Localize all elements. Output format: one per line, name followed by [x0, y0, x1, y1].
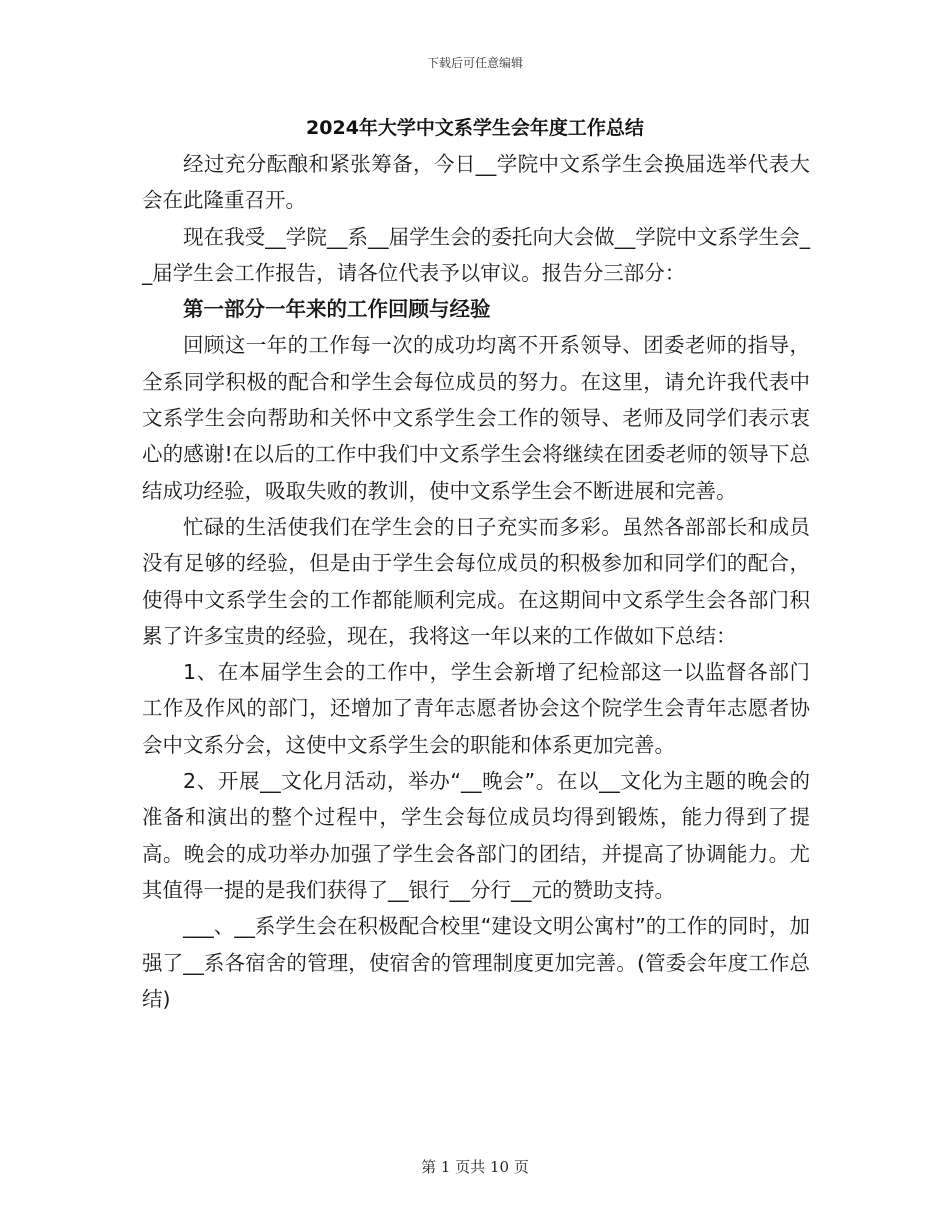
- document-body: [142, 146, 810, 1017]
- document-title: 2024年大学中文系学生会年度工作总结: [306, 117, 644, 139]
- paragraph: 忙碌的生活使我们在学生会的日子充实而多彩。虽然各部部长和成员没有足够的经验，但是由于学生会每位成员的积极参加和同学们的配合，使得中文系学生会的工作都能顺利完成。在这期间中文系学生会各部门积累了许多宝贵的经验，现在，我将这一年以来的工作做如下总结：: [142, 514, 810, 648]
- paragraph: 现在我受__学院__系__届学生会的委托向大会做__学院中文系学生会__届学生会工作报告，请各位代表予以审议。报告分三部分：: [142, 224, 810, 285]
- paragraph: 2、开展__文化月活动，举办“__晚会”。在以__文化为主题的晚会的准备和演出的整个过程中，学生会每位成员均得到锻炼，能力得到了提高。晚会的成功举办加强了学生会各部门的团结，并提高了协调能力。尤其值得一提的是我们获得了__银行__分行__元的赞助支持。: [142, 769, 810, 902]
- page-indicator: 第 1 页共 10 页: [421, 1158, 529, 1176]
- section-heading: 第一部分一年来的工作回顾与经验: [183, 297, 491, 322]
- paragraph: ___、__系学生会在积极配合校里“建设文明公寓村”的工作的同时，加强了__系各宿舍的管理，使宿舍的管理制度更加完善。(管委会年度工作总结): [142, 914, 810, 1011]
- paragraph: 经过充分酝酿和紧张筹备，今日__学院中文系学生会换届选举代表大会在此隆重召开。: [142, 152, 810, 213]
- download-note: 下载后可任意编辑: [426, 56, 523, 70]
- paragraph: 回顾这一年的工作每一次的成功均离不开系领导、团委老师的指导，全系同学积极的配合和学生会每位成员的努力。在这里，请允许我代表中文系学生会向帮助和关怀中文系学生会工作的领导、老师及同学们表示衷心的感谢!在以后的工作中我们中文系学生会将继续在团委老师的领导下总结成功经验，吸取失败的教训，使中文系学生会不断进展和完善。: [142, 333, 810, 503]
- paragraph: 1、在本届学生会的工作中，学生会新增了纪检部这一以监督各部门工作及作风的部门，还增加了青年志愿者协会这个院学生会青年志愿者协会中文系分会，这使中文系学生会的职能和体系更加完善。: [142, 660, 810, 757]
